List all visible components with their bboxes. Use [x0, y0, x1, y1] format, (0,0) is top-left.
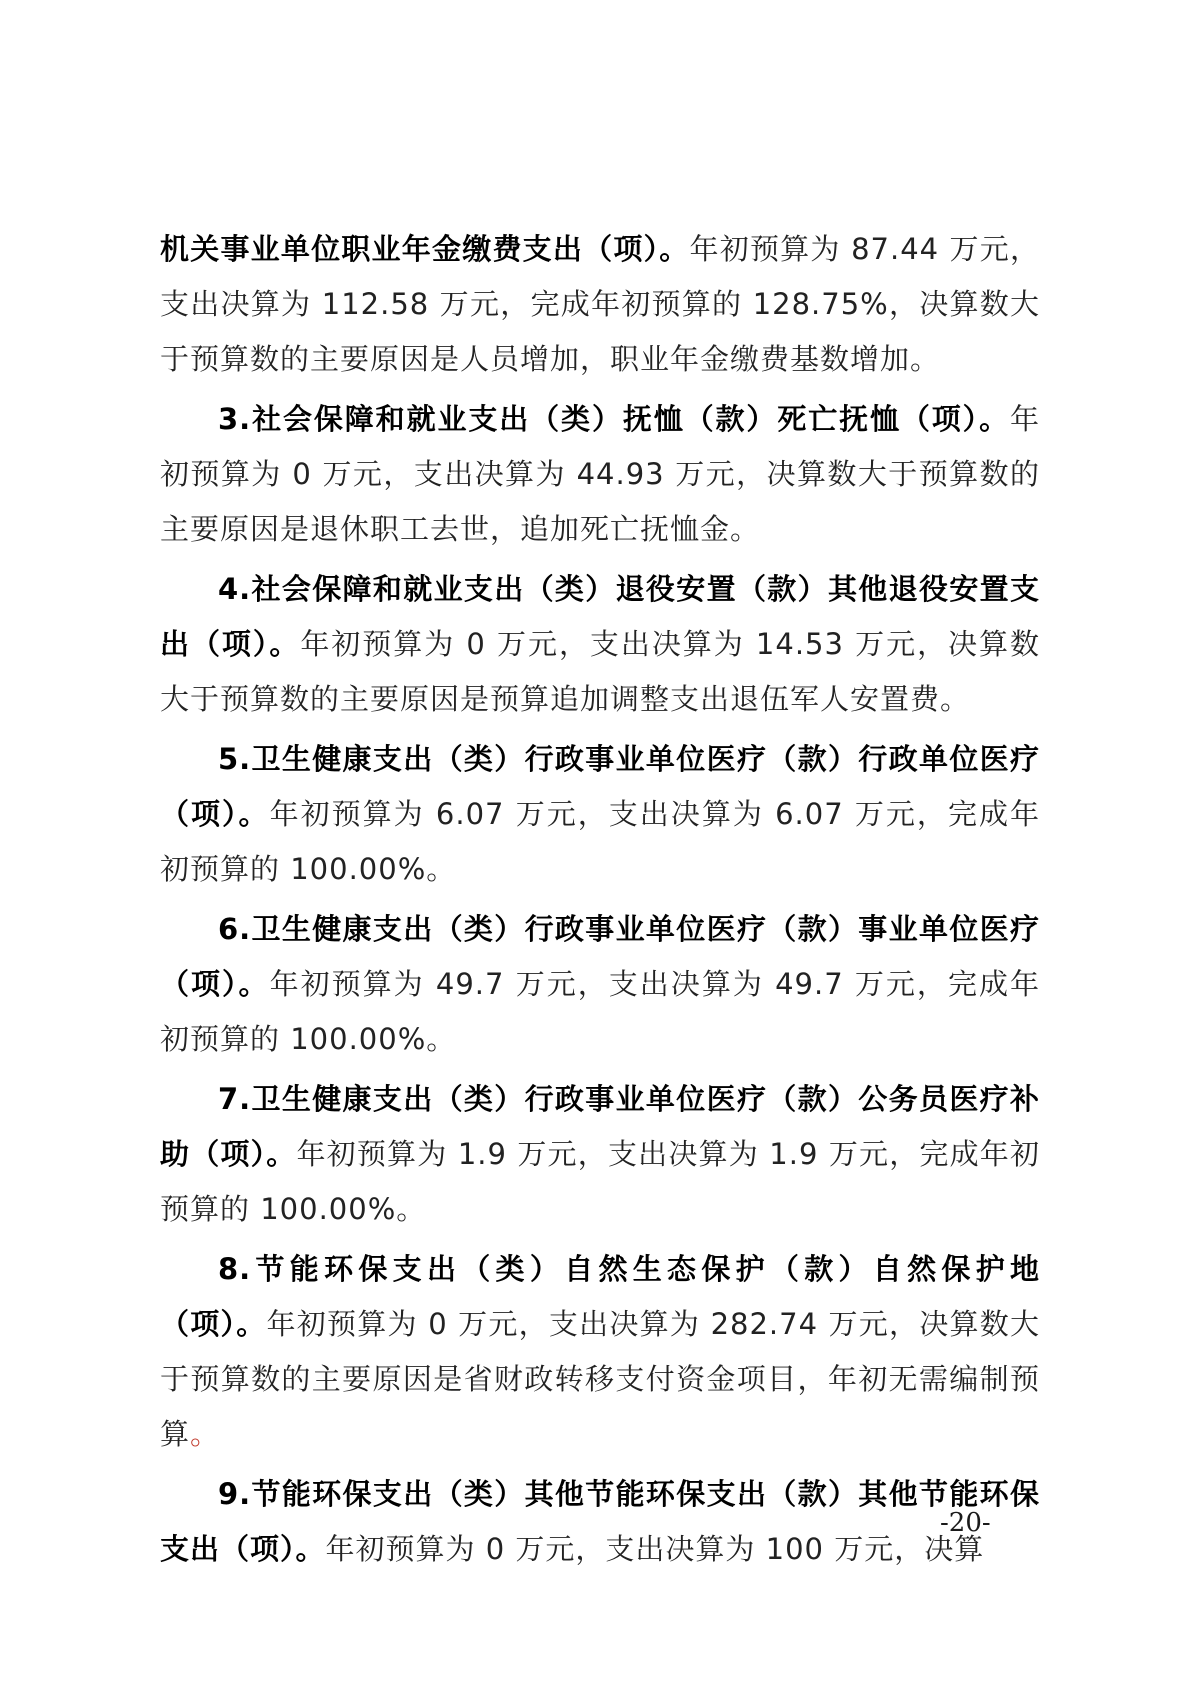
paragraph-admin-medical	[160, 732, 1040, 897]
page-number: -20-	[940, 1508, 991, 1538]
paragraph-other-environmental	[160, 1467, 1040, 1577]
paragraph-nature-reserve	[160, 1242, 1040, 1462]
paragraph-text: 年初预算为 6.07 万元，支出决算为 6.07 万元，完成年初预算的 100.00%。	[160, 797, 1040, 886]
paragraph-heading: 8.节能环保支出（类）自然生态保护（款）自然保护地（项）。	[160, 1252, 1040, 1341]
paragraph-text: 年初预算为 87.44 万元，支出决算为 112.58 万元，完成年初预算的 128.75%，决算数大于预算数的主要原因是人员增加，职业年金缴费基数增加。	[160, 232, 1040, 376]
paragraph-text: 年初预算为 49.7 万元，支出决算为 49.7 万元，完成年初预算的 100.00%。	[160, 967, 1040, 1056]
paragraph-heading: 9.节能环保支出（类）其他节能环保支出（款）其他节能环保支出（项）。	[160, 1477, 1040, 1566]
paragraph-text: 年初预算为 0 万元，支出决算为 100 万元，决算	[325, 1532, 985, 1566]
paragraph-text: 年初预算为 1.9 万元，支出决算为 1.9 万元，完成年初预算的 100.00%。	[160, 1137, 1040, 1226]
paragraph-text: 年初预算为 0 万元，支出决算为 44.93 万元，决算数大于预算数的主要原因是退休职工去世，追加死亡抚恤金。	[160, 402, 1040, 546]
document-page	[160, 222, 1040, 1582]
paragraph-civil-servant-medical	[160, 1072, 1040, 1237]
paragraph-veteran-placement	[160, 562, 1040, 727]
paragraph-death-pension	[160, 392, 1040, 557]
paragraph-text: 年初预算为 0 万元，支出决算为 282.74 万元，决算数大于预算数的主要原因是省财政转移支付资金项目，年初无需编制预算	[160, 1307, 1040, 1451]
paragraph-pension-contribution	[160, 222, 1040, 387]
paragraph-heading: 4.社会保障和就业支出（类）退役安置（款）其他退役安置支出（项）。	[160, 572, 1040, 661]
paragraph-heading: 7.卫生健康支出（类）行政事业单位医疗（款）公务员医疗补助（项）。	[160, 1082, 1040, 1171]
paragraph-heading: 机关事业单位职业年金缴费支出（项）。	[160, 232, 690, 266]
paragraph-heading: 6.卫生健康支出（类）行政事业单位医疗（款）事业单位医疗（项）。	[160, 912, 1040, 1001]
paragraph-tail-mark: 。	[190, 1417, 221, 1451]
paragraph-heading: 3.社会保障和就业支出（类）抚恤（款）死亡抚恤（项）。	[218, 402, 1010, 436]
paragraph-institution-medical	[160, 902, 1040, 1067]
paragraph-heading: 5.卫生健康支出（类）行政事业单位医疗（款）行政单位医疗（项）。	[160, 742, 1040, 831]
paragraph-text: 年初预算为 0 万元，支出决算为 14.53 万元，决算数大于预算数的主要原因是预算追加调整支出退伍军人安置费。	[160, 627, 1040, 716]
